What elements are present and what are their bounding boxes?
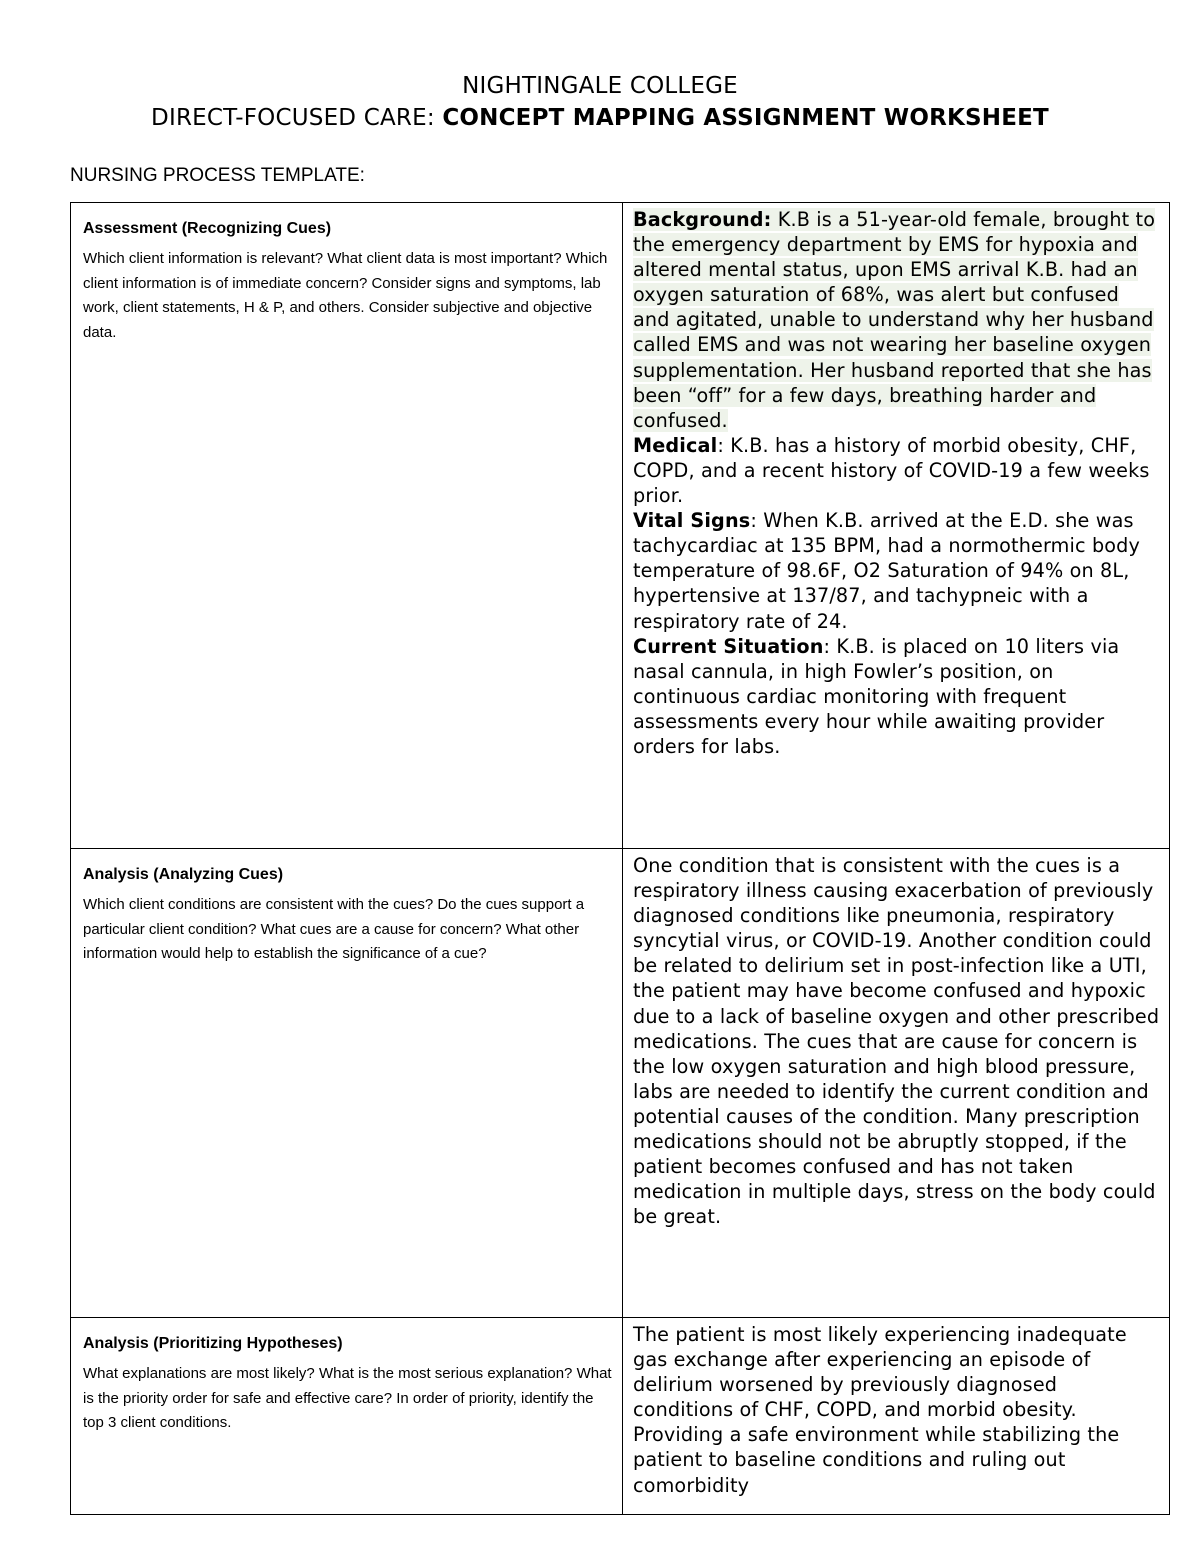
section-label: Vital Signs bbox=[633, 509, 751, 533]
section-text: : When K.B. arrived at the E.D. she was tachycardiac at 135 BPM, had a normothermic body temperature of 98.6F, O2 Saturation of 94% on 8L, hypertensive at 137/87, and tachypneic with a respiratory rate of 24. bbox=[633, 509, 1141, 633]
section-text: : K.B. has a history of morbid obesity, CHF, COPD, and a recent history of COVID-19 a few weeks prior. bbox=[633, 433, 1150, 508]
row-question: Which client conditions are consistent with the cues? Do the cues support a particular client condition? What cues are a cause for concern? What other information would help to establish the significance of a cue? bbox=[83, 896, 585, 962]
table-row bbox=[71, 849, 1170, 1318]
section-label: Background: bbox=[633, 208, 772, 231]
section-text: : K.B. is placed on 10 liters via nasal cannula, in high Fowler’s position, on continuous cardiac monitoring with frequent assessments every hour while awaiting provider orders for labs. bbox=[633, 634, 1120, 758]
prioritizing-response: The patient is most likely experiencing inadequate gas exchange after experiencing an episode of delirium worsened by previously diagnosed conditions of CHF, COPD, and morbid obesity. Providing a safe environment while stabilizing the patient to baseline conditions and ruling out comorbidity bbox=[633, 1323, 1127, 1497]
section-label: Current Situation bbox=[633, 634, 824, 658]
college-name: NIGHTINGALE COLLEGE bbox=[462, 73, 738, 99]
title-bold: CONCEPT MAPPING ASSIGNMENT WORKSHEET bbox=[442, 105, 1049, 131]
prioritizing-response-cell bbox=[623, 1318, 1170, 1515]
row-heading: Analysis (Prioritizing Hypotheses) bbox=[83, 1335, 343, 1352]
row-question: What explanations are most likely? What is the most serious explanation? What is the priority order for safe and effective care? In order of priority, identify the top 3 client conditions. bbox=[83, 1365, 612, 1431]
assessment-prompt-cell bbox=[71, 203, 623, 849]
table-row bbox=[71, 1318, 1170, 1515]
template-label: NURSING PROCESS TEMPLATE: bbox=[70, 165, 365, 186]
analyzing-cues-response-cell bbox=[623, 849, 1170, 1318]
assessment-response bbox=[633, 207, 1161, 759]
table-row bbox=[71, 203, 1170, 849]
prioritizing-prompt-cell bbox=[71, 1318, 623, 1515]
title-prefix: DIRECT-FOCUSED CARE: bbox=[151, 105, 435, 131]
nursing-process-table bbox=[70, 202, 1170, 1515]
row-heading: Analysis (Analyzing Cues) bbox=[83, 866, 284, 883]
section-text: K.B is a 51-year-old female, brought to the emergency department by EMS for hypoxia and altered mental status, upon EMS arrival K.B. had an oxygen saturation of 68%, was alert but confused and agitated, unable to understand why her husband called EMS and was not wearing her baseline oxygen supplementation. Her husband reported that she has been “off” for a few days, breathing harder and confused. bbox=[633, 208, 1156, 432]
analyzing-cues-prompt-cell bbox=[71, 849, 623, 1318]
worksheet-title bbox=[0, 104, 1200, 132]
analyzing-cues-response: One condition that is consistent with the cues is a respiratory illness causing exacerbation of previously diagnosed conditions like pneumonia, respiratory syncytial virus, or COVID-19. Another condition could be related to delirium set in post-infection like a UTI, the patient may have become confused and hypoxic due to a lack of baseline oxygen and other prescribed medications. The cues that are cause for concern is the low oxygen saturation and high blood pressure, labs are needed to identify the current condition and potential causes of the condition. Many prescription medications should not be abruptly stopped, if the patient becomes confused and has not taken medication in multiple days, stress on the body could be great. bbox=[633, 854, 1160, 1229]
assessment-response-cell bbox=[623, 203, 1170, 849]
row-question: Which client information is relevant? What client data is most important? Which client information is of immediate concern? Consider signs and symptoms, lab work, client statements, H & P, and others. Consider subjective and objective data. bbox=[83, 250, 608, 341]
row-heading: Assessment (Recognizing Cues) bbox=[83, 220, 332, 237]
section-label: Medical bbox=[633, 433, 718, 457]
background-section bbox=[633, 208, 1155, 432]
